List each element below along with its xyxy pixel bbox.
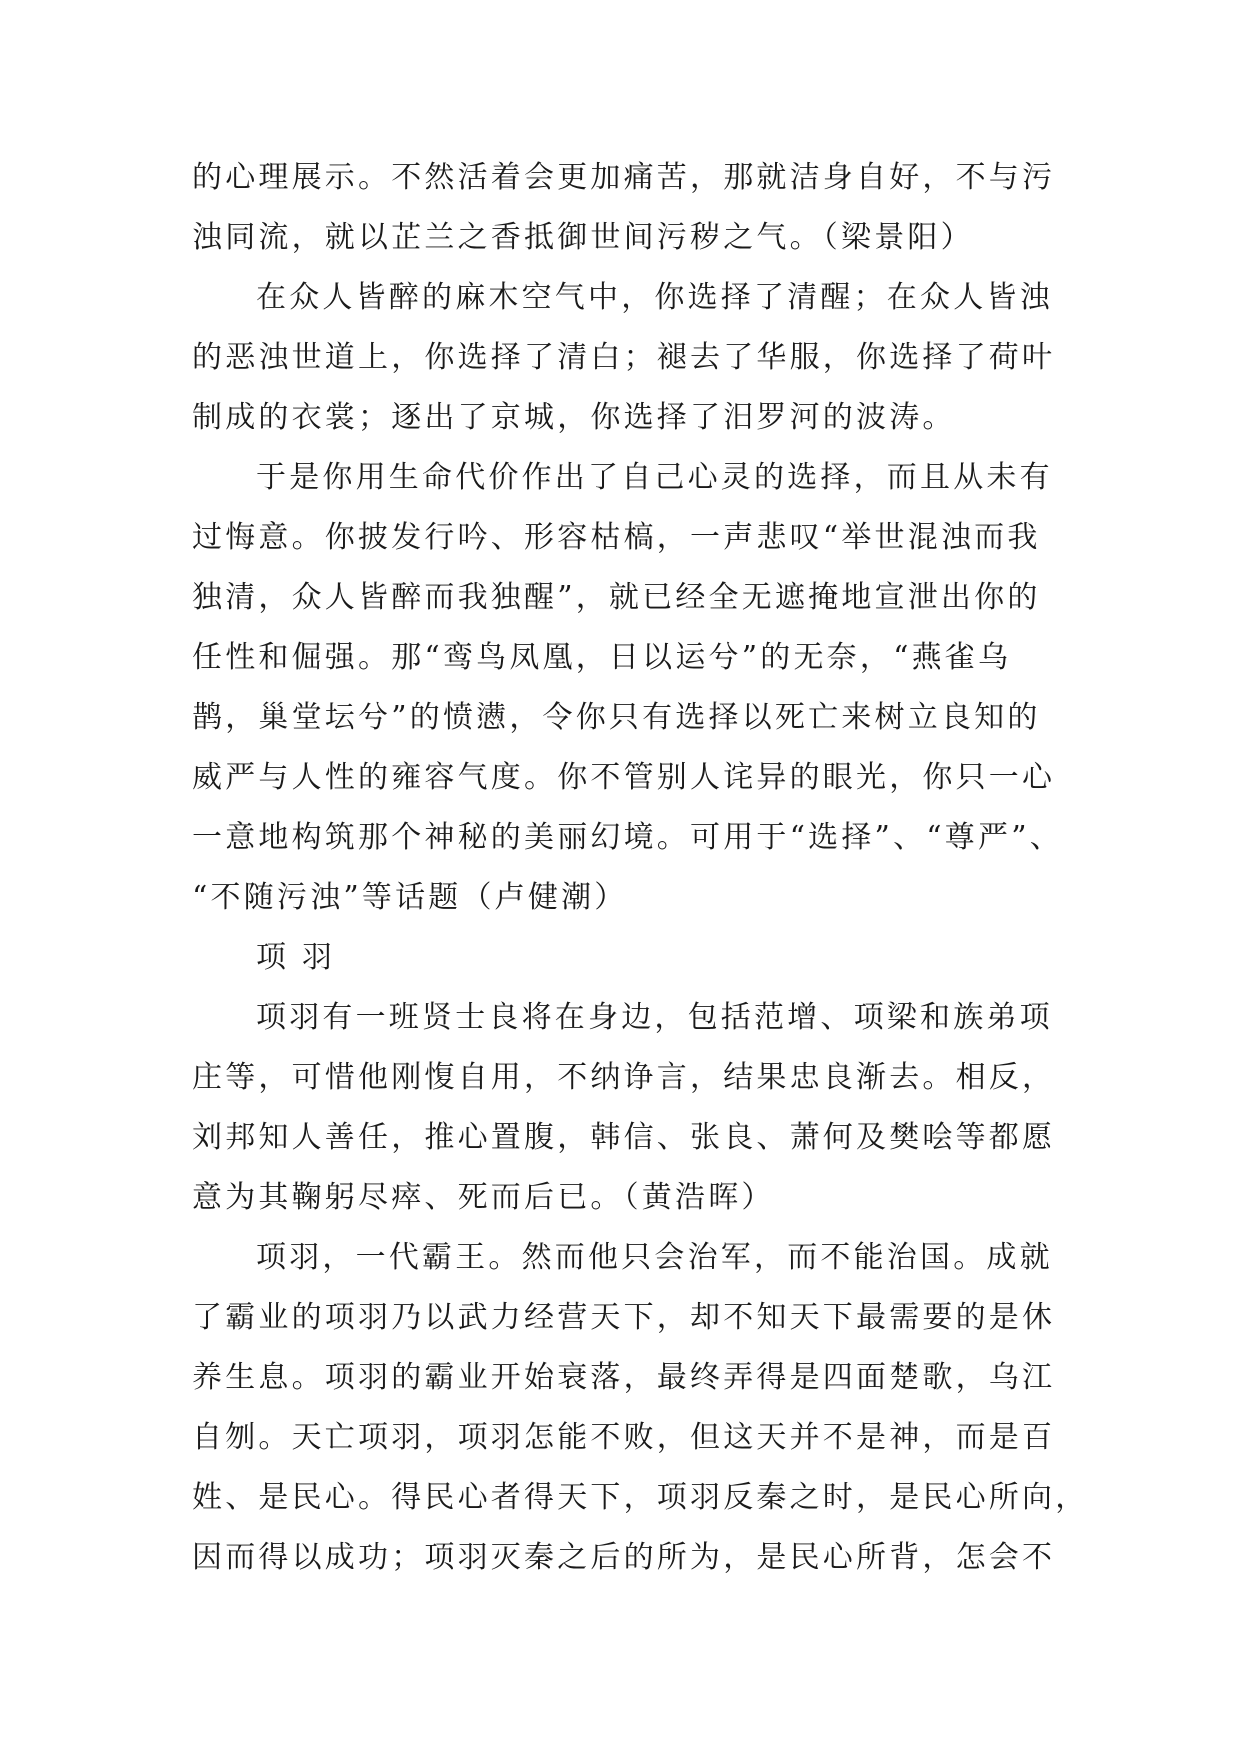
document-body	[192, 148, 1089, 1588]
text-line: 的恶浊世道上，你选择了清白；褪去了华服，你选择了荷叶	[192, 340, 1056, 375]
text-line: 姓、是民心。得民心者得天下，项羽反秦之时，是民心所向，	[192, 1480, 1089, 1515]
text-line: “不随污浊”等话题（卢健潮）	[192, 880, 628, 915]
text-line: 刘邦知人善任，推心置腹，韩信、张良、萧何及樊哙等都愿	[192, 1120, 1056, 1155]
text-line: 了霸业的项羽乃以武力经营天下，却不知天下最需要的是休	[192, 1300, 1056, 1335]
text-line: 任性和倔强。那“鸾鸟凤凰，日以运兮”的无奈，“燕雀乌	[192, 640, 1012, 675]
text-line: 因而得以成功；项羽灭秦之后的所为，是民心所背，怎会不	[192, 1540, 1056, 1575]
paragraph-start-line: 项羽，一代霸王。然而他只会治军，而不能治国。成就	[256, 1240, 1053, 1275]
text-line: 一意地构筑那个神秘的美丽幻境。可用于“选择”、“尊严”、	[192, 820, 1063, 855]
text-line: 意为其鞠躬尽瘁、死而后已。（黄浩晖）	[192, 1180, 775, 1215]
paragraph-start-line: 在众人皆醉的麻木空气中，你选择了清醒；在众人皆浊	[256, 280, 1053, 315]
text-line: 过悔意。你披发行吟、形容枯槁，一声悲叹“举世混浊而我	[192, 520, 1041, 555]
section-heading: 项 羽	[256, 940, 336, 975]
text-line: 自刎。天亡项羽，项羽怎能不败，但这天并不是神，而是百	[192, 1420, 1056, 1455]
text-line: 浊同流，就以芷兰之香抵御世间污秽之气。（梁景阳）	[192, 220, 974, 255]
text-line: 独清，众人皆醉而我独醒”，就已经全无遮掩地宣泄出你的	[192, 580, 1041, 615]
text-line: 制成的衣裳；逐出了京城，你选择了汨罗河的波涛。	[192, 400, 956, 435]
paragraph-start-line: 项羽有一班贤士良将在身边，包括范增、项梁和族弟项	[256, 1000, 1053, 1035]
text-line: 养生息。项羽的霸业开始衰落，最终弄得是四面楚歌，乌江	[192, 1360, 1056, 1395]
text-line: 的心理展示。不然活着会更加痛苦，那就洁身自好，不与污	[192, 160, 1056, 195]
text-line: 鹊，巢堂坛兮”的愤懑，令你只有选择以死亡来树立良知的	[192, 700, 1041, 735]
paragraph-start-line: 于是你用生命代价作出了自己心灵的选择，而且从未有	[256, 460, 1053, 495]
text-line: 庄等，可惜他刚愎自用，不纳诤言，结果忠良渐去。相反，	[192, 1060, 1056, 1095]
text-line: 威严与人性的雍容气度。你不管别人诧异的眼光，你只一心	[192, 760, 1056, 795]
